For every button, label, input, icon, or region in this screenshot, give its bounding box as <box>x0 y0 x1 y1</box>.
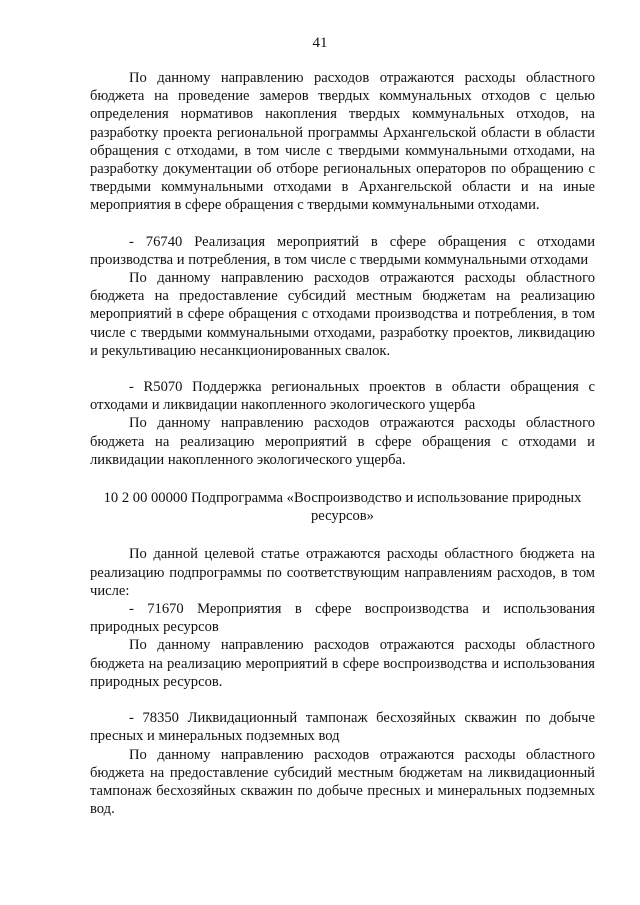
paragraph-r5070-description: По данному направлению расходов отражаются расходы областного бюджета на реализацию мероприятий в сфере обращения с отходами и ликвидации накопленного экологического ущерба. <box>90 415 595 468</box>
item-76740: - 76740 Реализация мероприятий в сфере обращения с отходами производства и потребления, в том числе с твердыми коммунальными отходами <box>90 233 595 268</box>
paragraph-76740-description: По данному направлению расходов отражаются расходы областного бюджета на предоставление субсидий местным бюджетам на реализацию мероприятий в сфере обращения с отходами производства и потребления, в том числе с твердыми коммунальными отходами, разработку проектов, ликвидацию и рекультивацию несанкционированных свалок. <box>90 270 595 359</box>
item-71670: - 71670 Мероприятия в сфере воспроизводства и использования природных ресурсов <box>90 601 595 636</box>
document-body <box>90 69 595 818</box>
paragraph-subprogram-intro: По данной целевой статье отражаются расходы областного бюджета на реализацию подпрограммы по соответствующим направлениям расходов, в том числе: <box>90 546 595 599</box>
paragraph-78350-description: По данному направлению расходов отражаются расходы областного бюджета на предоставление субсидий местным бюджетам на ликвидационный тампонаж бесхозяйных скважин по добыче пресных и минеральных подземных вод. <box>90 746 595 818</box>
item-78350: - 78350 Ликвидационный тампонаж бесхозяйных скважин по добыче пресных и минеральных подземных вод <box>90 710 595 745</box>
section-heading-subprogram: 10 2 00 00000 Подпрограмма «Воспроизводство и использование природных ресурсов» <box>103 490 582 525</box>
item-r5070: - R5070 Поддержка региональных проектов в области обращения с отходами и ликвидации накопленного экологического ущерба <box>90 379 595 414</box>
paragraph-71670-description: По данному направлению расходов отражаются расходы областного бюджета на реализацию мероприятий в сфере воспроизводства и использования природных ресурсов. <box>90 637 595 690</box>
paragraph-expenditure-solid-waste-measurements: По данному направлению расходов отражаются расходы областного бюджета на проведение замеров твердых коммунальных отходов с целью определения нормативов накопления твердых коммунальных отходов, на разработку проекта региональной программы Архангельской области в области обращения с отходами, в том числе с твердыми коммунальными отходами, на разработку документации об отборе региональных операторов по обращению с твердыми коммунальными отходами в Архангельской области и на иные мероприятия в сфере обращения с твердыми коммунальными отходами. <box>90 70 595 214</box>
page-number: 41 <box>312 35 328 51</box>
